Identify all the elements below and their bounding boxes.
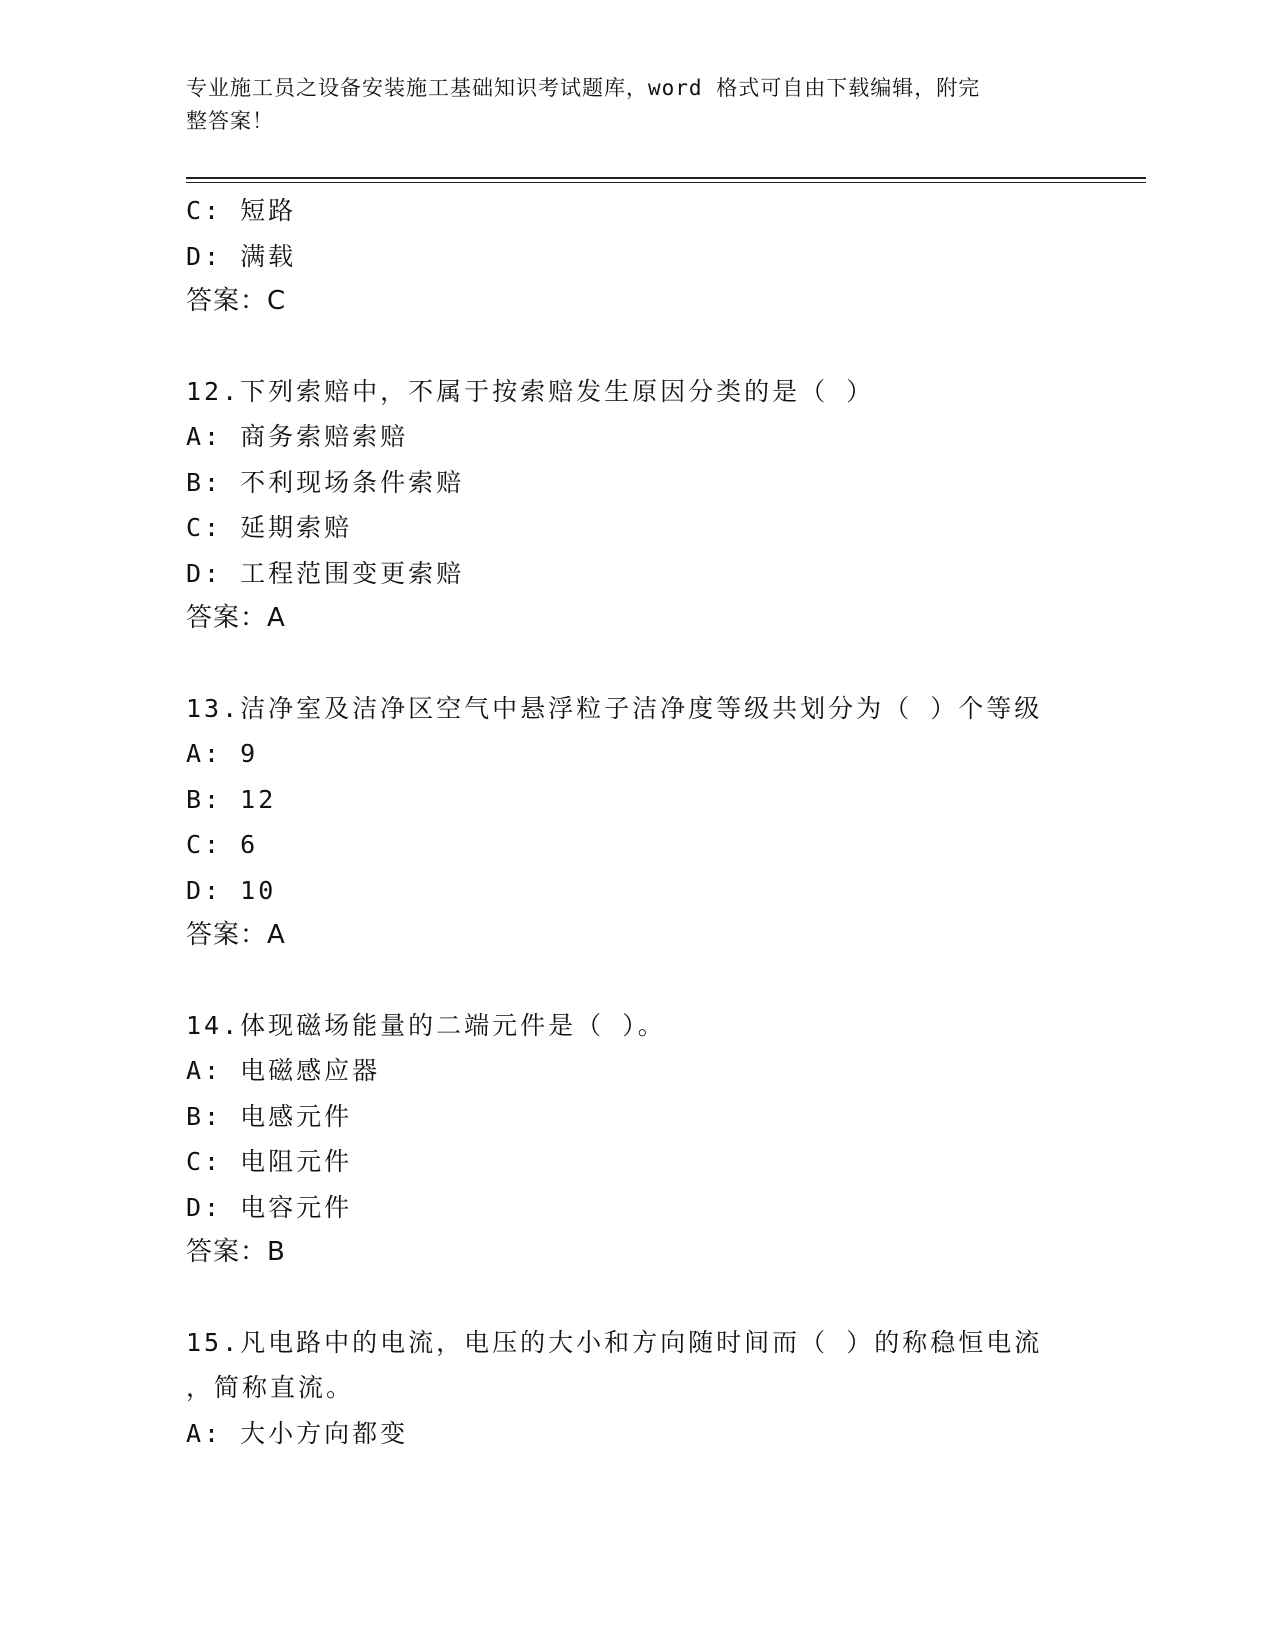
question-stem: 12.下列索赔中，不属于按索赔发生原因分类的是（ ） <box>186 376 875 406</box>
question-stem: 13.洁净室及洁净区空气中悬浮粒子洁净度等级共划分为（ ）个等级 <box>186 693 1043 723</box>
question-list <box>186 188 1066 1456</box>
option-a: A: 大小方向都变 <box>186 1418 409 1448</box>
option-d: D: 电容元件 <box>186 1192 353 1222</box>
question-block-prev <box>186 188 1066 325</box>
option-b: B: 12 <box>186 784 277 814</box>
option-d: D: 满载 <box>186 241 297 271</box>
option-b: B: 不利现场条件索赔 <box>186 467 465 497</box>
question-stem-line-1: 15.凡电路中的电流，电压的大小和方向随时间而（ ）的称稳恒电流 <box>186 1327 1043 1357</box>
answer-line: 答案：A <box>186 603 286 633</box>
question-block-14 <box>186 1003 1066 1276</box>
option-c: C: 短路 <box>186 196 297 225</box>
question-block-15 <box>186 1320 1066 1457</box>
option-c: C: 6 <box>186 830 259 859</box>
option-b: B: 电感元件 <box>186 1101 353 1131</box>
header-divider-thick <box>186 177 1146 179</box>
option-d: D: 10 <box>186 875 277 905</box>
option-d: D: 工程范围变更索赔 <box>186 558 465 588</box>
answer-line: 答案：C <box>186 286 287 316</box>
answer-line: 答案：B <box>186 1237 286 1267</box>
option-a: A: 商务索赔索赔 <box>186 422 409 451</box>
question-stem: 14.体现磁场能量的二端元件是（ ）。 <box>186 1010 666 1040</box>
question-block-13 <box>186 686 1066 959</box>
header-divider-thin <box>186 182 1146 183</box>
option-a: A: 9 <box>186 739 259 768</box>
document-header <box>186 72 1066 138</box>
header-line-1: 专业施工员之设备安装施工基础知识考试题库，word 格式可自由下载编辑，附完 <box>186 76 981 100</box>
option-a: A: 电磁感应器 <box>186 1056 381 1085</box>
option-c: C: 电阻元件 <box>186 1147 353 1176</box>
header-line-2: 整答案！ <box>186 109 274 133</box>
answer-line: 答案：A <box>186 920 286 950</box>
question-stem-line-2: ，简称直流。 <box>186 1373 355 1402</box>
question-block-12 <box>186 369 1066 642</box>
option-c: C: 延期索赔 <box>186 513 353 542</box>
